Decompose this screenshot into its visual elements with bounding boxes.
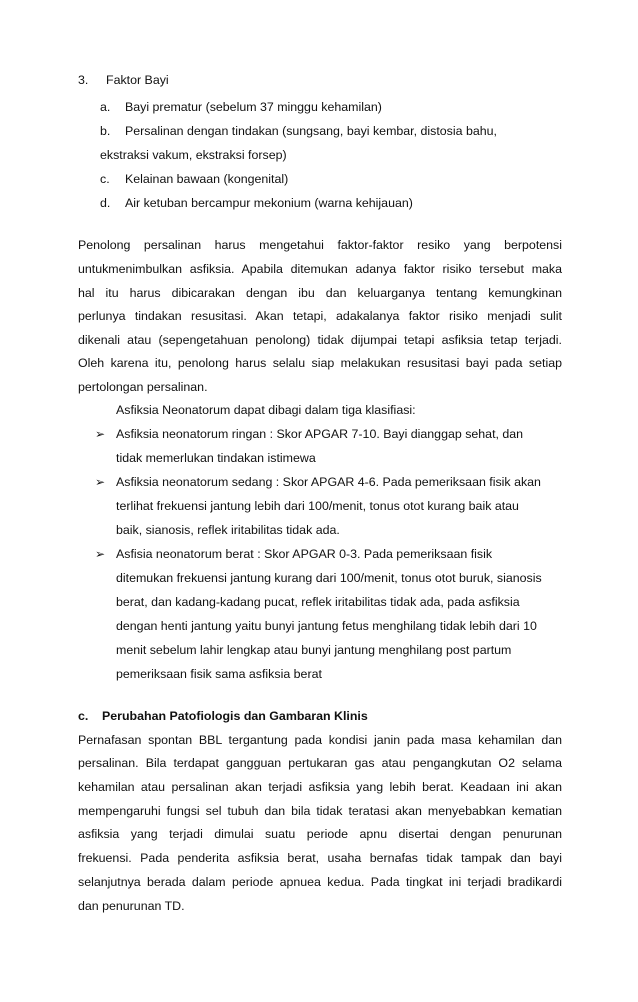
paragraph-1-line: dikenali atau (sepengetahuan penolong) tidak dijumpai tetapi asfiksia tetap terjadi.	[78, 333, 562, 347]
list-item-text: Air ketuban bercampur mekonium (warna kehijauan)	[125, 196, 413, 210]
bullet-line: Asfiksia neonatorum sedang : Skor APGAR 4-6. Pada pemeriksaan fisik akan	[116, 475, 541, 489]
bullet-arrow-icon: ➢	[95, 475, 106, 489]
section-c-title: Perubahan Patofiologis dan Gambaran Klinis	[102, 709, 368, 723]
paragraph-1-line: Oleh karena itu, penolong harus selalu siap melakukan resusitasi bayi pada setiap	[78, 356, 562, 370]
section-3-title: Faktor Bayi	[106, 73, 169, 87]
paragraph-1-line: hal itu harus dibicarakan dengan ibu dan keluarganya tentang kemungkinan	[78, 286, 562, 300]
list-item-marker: a.	[100, 100, 111, 114]
paragraph-2-line: asfiksia yang terjadi dimulai suatu periode apnu disertai dengan penurunan	[78, 827, 562, 841]
classification-intro: Asfiksia Neonatorum dapat dibagi dalam tiga klasifiasi:	[116, 403, 416, 417]
paragraph-2-line: Pernafasan spontan BBL tergantung pada kondisi janin pada masa kehamilan dan	[78, 733, 562, 747]
list-item-text: Kelainan bawaan (kongenital)	[125, 172, 289, 186]
bullet-line: pemeriksaan fisik sama asfiksia berat	[116, 667, 322, 681]
list-item-text: Bayi prematur (sebelum 37 minggu kehamilan)	[125, 100, 382, 114]
bullet-line: ditemukan frekuensi jantung kurang dari 100/menit, tonus otot buruk, sianosis	[116, 571, 542, 585]
list-item-marker: b.	[100, 124, 111, 138]
paragraph-1-line: Penolong persalinan harus mengetahui faktor-faktor resiko yang berpotensi	[78, 238, 562, 252]
bullet-line: Asfisia neonatorum berat : Skor APGAR 0-3. Pada pemeriksaan fisik	[116, 547, 493, 561]
list-item-marker: d.	[100, 196, 111, 210]
paragraph-2-line: persalinan. Bila terdapat gangguan pertukaran gas atau pengangkutan O2 selama	[78, 756, 562, 770]
list-item-marker: c.	[100, 172, 110, 186]
paragraph-2-line: dan penurunan TD.	[78, 899, 185, 913]
bullet-line: Asfiksia neonatorum ringan : Skor APGAR 7-10. Bayi dianggap sehat, dan	[116, 427, 524, 441]
section-3-number: 3.	[78, 73, 89, 87]
list-item-text: Persalinan dengan tindakan (sungsang, bayi kembar, distosia bahu,	[125, 124, 497, 138]
bullet-line: dengan henti jantung yaitu bunyi jantung fetus menghilang tidak lebih dari 10	[116, 619, 537, 633]
bullet-line: terlihat frekuensi jantung lebih dari 100/menit, tonus otot kurang baik atau	[116, 499, 519, 513]
bullet-arrow-icon: ➢	[95, 547, 106, 561]
paragraph-2-line: frekuensi. Pada penderita asfiksia berat, usaha bernafas tidak tampak dan bayi	[78, 851, 562, 865]
paragraph-1-line: perlunya tindakan resusitasi. Akan tetapi, adakalanya faktor risiko menjadi sulit	[78, 309, 562, 323]
bullet-arrow-icon: ➢	[95, 427, 106, 441]
paragraph-2-line: mempengaruhi fungsi sel tubuh dan bila tidak teratasi akan menyebabkan kematian	[78, 804, 562, 818]
paragraph-2-line: kehamilan atau persalinan akan terjadi asfiksia yang lebih berat. Keadaan ini akan	[78, 780, 562, 794]
section-c-marker: c.	[78, 709, 89, 723]
paragraph-2-line: selanjutnya berada dalam periode apnuea kedua. Pada tingkat ini terjadi bradikardi	[78, 875, 562, 889]
paragraph-1-line: untukmenimbulkan asfiksia. Apabila ditemukan adanya faktor risiko tersebut maka	[78, 262, 562, 276]
paragraph-1-line: pertolongan persalinan.	[78, 380, 208, 394]
bullet-line: berat, dan kadang-kadang pucat, reflek iritabilitas tidak ada, pada asfiksia	[116, 595, 520, 609]
bullet-line: tidak memerlukan tindakan istimewa	[116, 451, 316, 465]
list-item-continuation: ekstraksi vakum, ekstraksi forsep)	[100, 148, 287, 162]
bullet-line: baik, sianosis, reflek iritabilitas tidak ada.	[116, 523, 340, 537]
bullet-line: menit sebelum lahir lengkap atau bunyi jantung menghilang post partum	[116, 643, 512, 657]
